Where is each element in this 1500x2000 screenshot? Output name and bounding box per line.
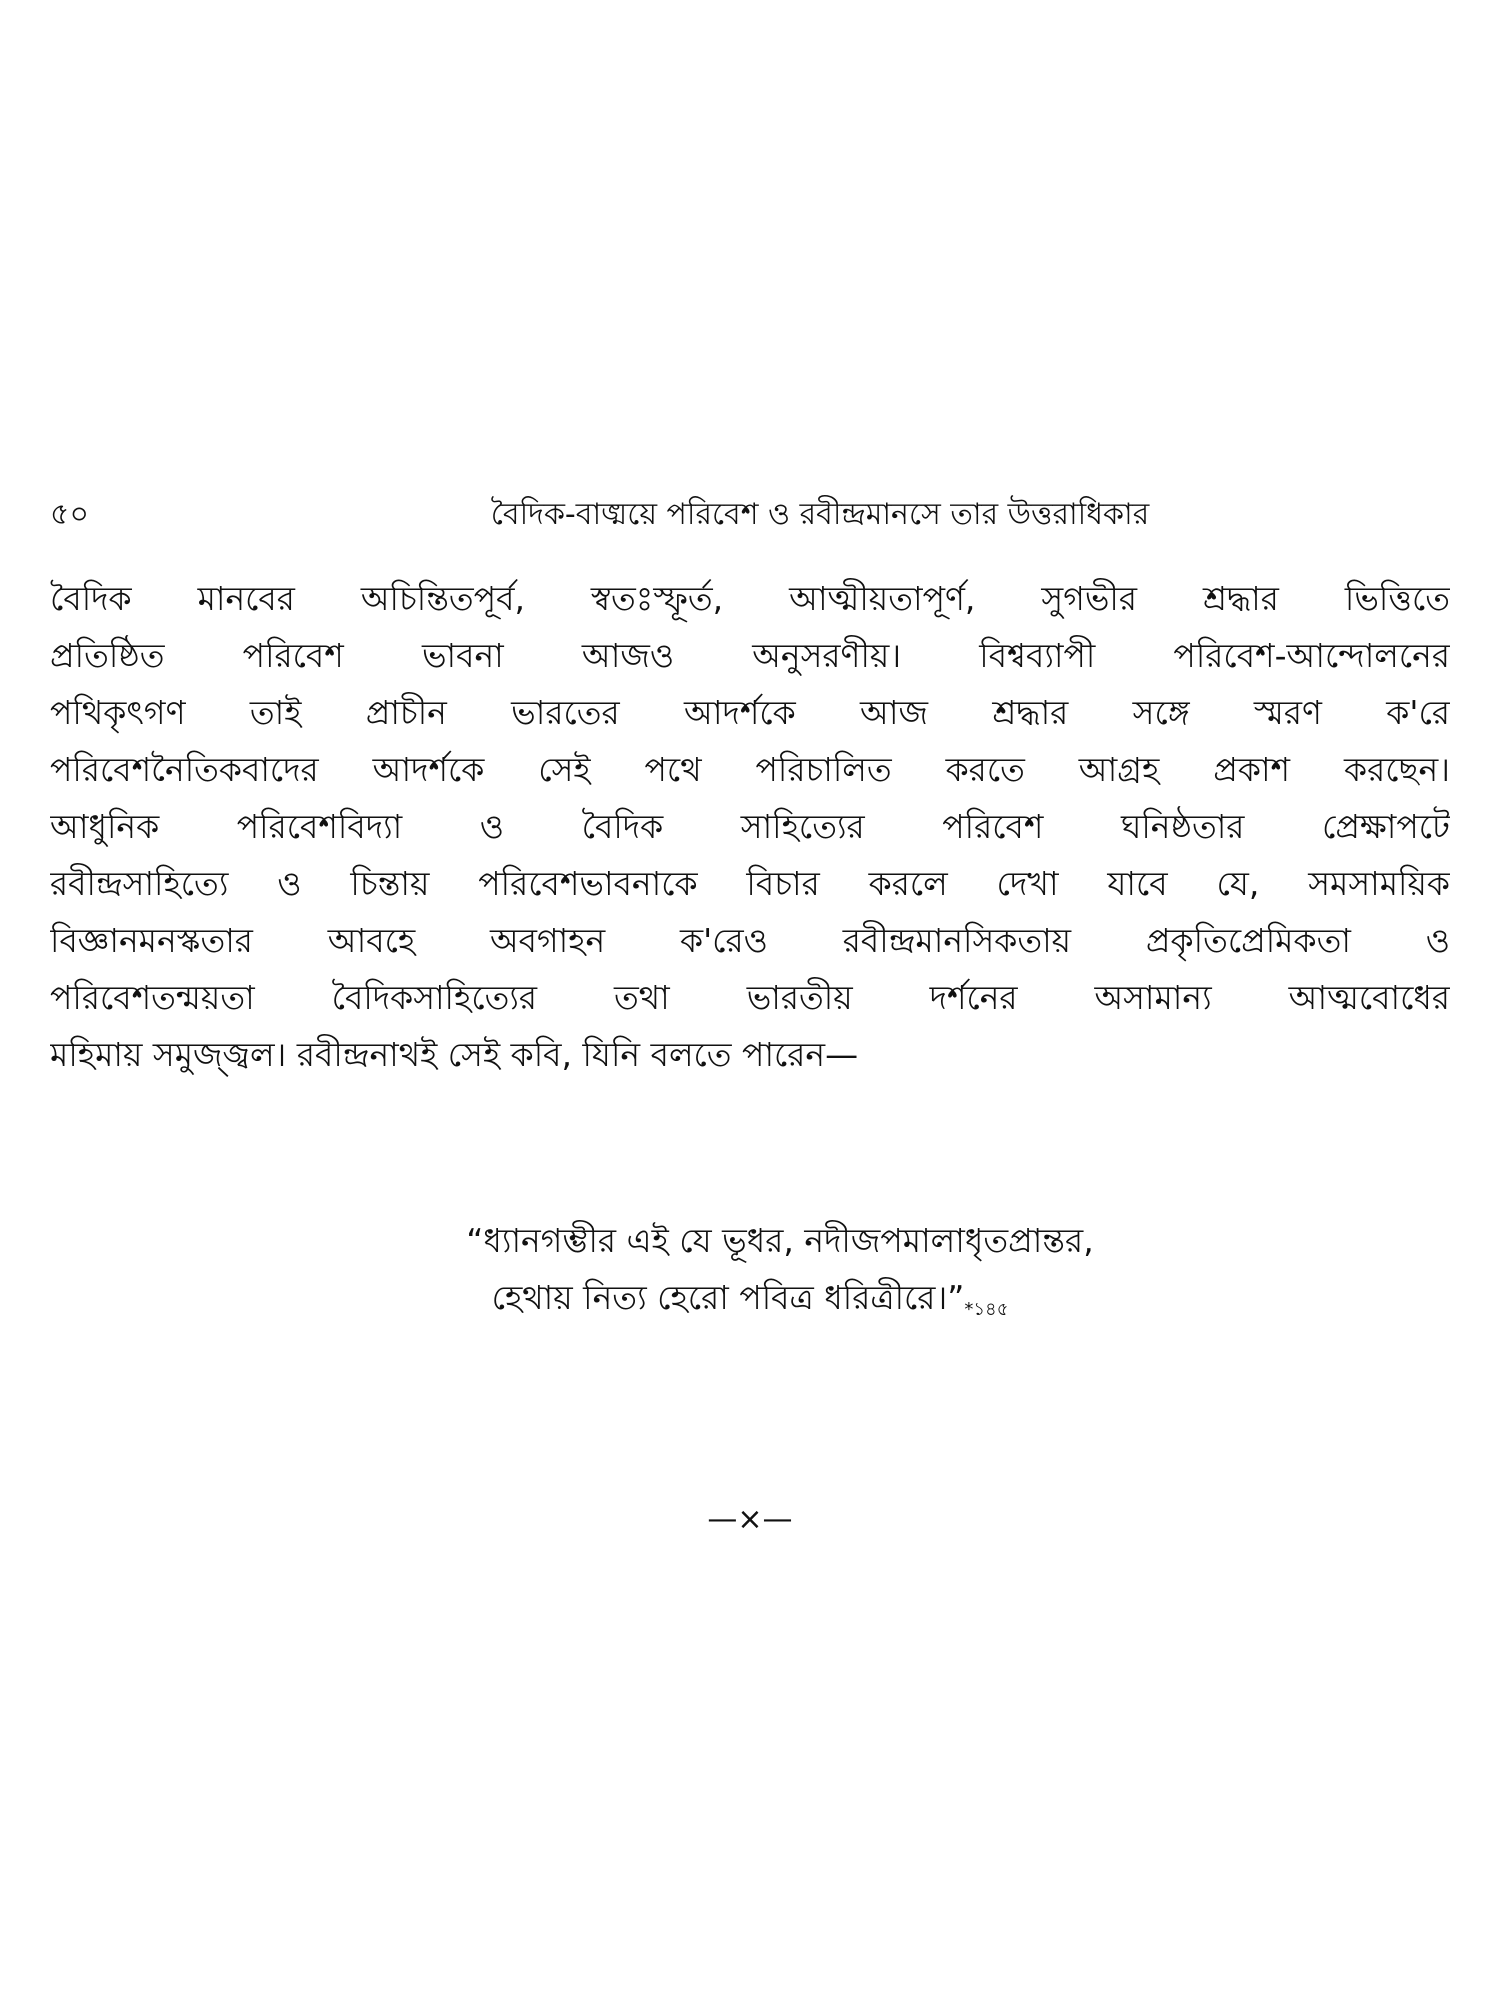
quote-line-2-text: হেথায় নিত্য হেরো পবিত্র ধরিত্রীরে।” — [491, 1278, 965, 1317]
quote-line-1: “ধ্যানগম্ভীর এই যে ভূধর, নদীজপমালাধৃতপ্রান্তর, — [466, 1221, 1094, 1260]
section-end-mark: —×— — [707, 1502, 793, 1537]
text-line: বিজ্ঞানমনস্কতার আবহে অবগাহন ক'রেও রবীন্দ্রমানসিকতায় প্রকৃতিপ্রেমিকতা ও — [50, 921, 1450, 960]
page-number: ৫০ — [50, 497, 89, 532]
text-line: পথিকৃৎগণ তাই প্রাচীন ভারতের আদর্শকে আজ শ্রদ্ধার সঙ্গে স্মরণ ক'রে — [50, 693, 1450, 732]
page-header — [50, 490, 1450, 540]
text-line: মহিমায় সমুজ্জ্বল। রবীন্দ্রনাথই সেই কবি, যিনি বলতে পারেন— — [50, 1035, 859, 1074]
text-line: রবীন্দ্রসাহিত্যে ও চিন্তায় পরিবেশভাবনাকে বিচার করলে দেখা যাবে যে, সমসাময়িক — [50, 864, 1450, 903]
text-line: আধুনিক পরিবেশবিদ্যা ও বৈদিক সাহিত্যের পরিবেশ ঘনিষ্ঠতার প্রেক্ষাপটে — [50, 807, 1450, 846]
running-title: বৈদিক-বাঙ্ময়ে পরিবেশ ও রবীন্দ্রমানসে তার উত্তরাধিকার — [490, 497, 1150, 532]
text-line: পরিবেশতন্ময়তা বৈদিকসাহিত্যের তথা ভারতীয় দর্শনের অসামান্য আত্মবোধের — [50, 978, 1450, 1017]
text-line: পরিবেশনৈতিকবাদের আদর্শকে সেই পথে পরিচালিত করতে আগ্রহ প্রকাশ করছেন। — [50, 750, 1450, 789]
verse-quote — [50, 1212, 1450, 1326]
text-line: প্রতিষ্ঠিত পরিবেশ ভাবনা আজও অনুসরণীয়। বিশ্বব্যাপী পরিবেশ-আন্দোলনের — [50, 636, 1450, 675]
text-line: বৈদিক মানবের অচিন্তিতপূর্ব, স্বতঃস্ফূর্ত, আত্মীয়তাপূর্ণ, সুগভীর শ্রদ্ধার ভিত্তিতে — [50, 579, 1450, 618]
footnote-reference: *১৪৫ — [964, 1299, 1009, 1320]
quote-line-2 — [50, 1269, 1450, 1326]
body-paragraph — [50, 570, 1450, 1083]
